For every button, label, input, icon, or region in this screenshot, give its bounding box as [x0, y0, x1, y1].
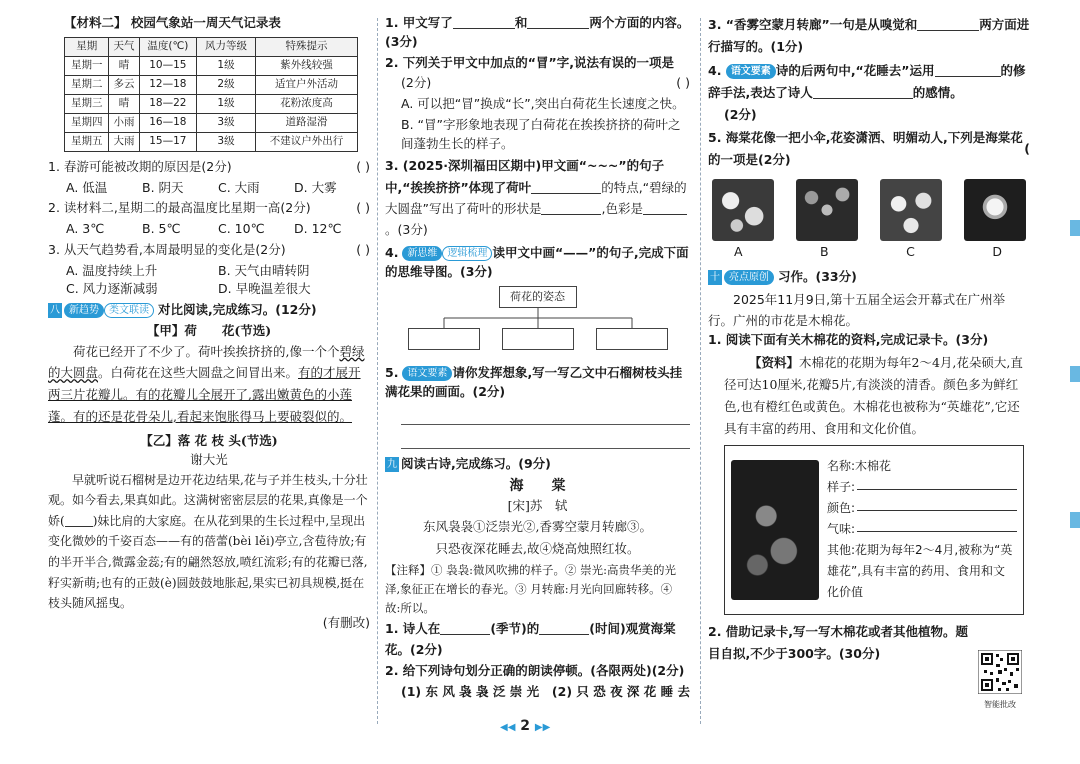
- table-cell: 12—18: [139, 75, 197, 94]
- answer-paren[interactable]: ( ): [676, 75, 690, 91]
- material-title: 【材料二】 校园气象站一周天气记录表: [64, 15, 281, 30]
- photo-label: D: [992, 244, 1002, 260]
- blank[interactable]: [527, 16, 589, 29]
- blank[interactable]: [440, 622, 490, 635]
- table-cell: 3级: [197, 113, 256, 132]
- option[interactable]: A. 低温: [66, 179, 108, 195]
- poem-notes: 【注释】① 袅袅:微风吹拂的样子。② 崇光:高贵华美的光泽,象征正在增长的春光。③ 月转廊:月光向回廊转移。④ 故:所以。: [385, 562, 677, 615]
- mind-map-leaf[interactable]: [408, 328, 480, 350]
- table-cell: 18—22: [139, 94, 197, 113]
- flower-photo-d[interactable]: [964, 179, 1026, 241]
- card-shape-blank[interactable]: [857, 477, 1017, 490]
- text: 的特点,“碧绿的大圆盘”写出了荷叶的形状是: [385, 179, 687, 216]
- table-cell: 星期四: [65, 113, 109, 132]
- text: 的修辞手法,表达了诗人: [708, 62, 1026, 100]
- table-cell: 晴: [109, 56, 139, 75]
- score: (2分): [401, 75, 432, 91]
- table-header: 星期: [65, 37, 109, 56]
- option[interactable]: A. 温度持续上升: [66, 262, 158, 278]
- mind-map-root: 荷花的姿态: [499, 286, 577, 308]
- question-3: 3. 从天气趋势看,本周最明显的变化是(2分): [48, 241, 286, 257]
- blank[interactable]: [813, 86, 913, 99]
- option[interactable]: D. 大雾: [294, 179, 337, 195]
- section-title: 习作。(33分): [777, 268, 857, 284]
- options: [48, 179, 370, 198]
- column-1: [48, 14, 370, 633]
- poem-line: 只恐夜深花睡去,故④烧高烛照红妆。: [435, 541, 640, 557]
- question-1: 1. 春游可能被改期的原因是(2分): [48, 158, 232, 174]
- table-cell: 花粉浓度高: [255, 94, 357, 113]
- table-cell: 大雨: [109, 132, 139, 151]
- passage-yi: [48, 470, 370, 614]
- poem-question-2: 2. 给下列诗句划分正确的朗读停顿。(各限两处)(2分): [385, 663, 685, 679]
- card-smell-label: 气味:: [827, 522, 856, 537]
- section-number: 十: [710, 271, 720, 283]
- blank[interactable]: [935, 64, 1001, 77]
- section-8-header: [48, 301, 370, 320]
- blank[interactable]: [917, 18, 979, 31]
- text: (时间)观赏海棠花。(2分): [385, 620, 676, 657]
- edge-tab: [1070, 220, 1080, 236]
- intro-text: 2025年11月9日,第十五届全运会开幕式在广州举行。广州的市花是木棉花。: [708, 291, 1006, 328]
- table-header: 温度(℃): [139, 37, 197, 56]
- table-cell: 道路湿滑: [255, 113, 357, 132]
- section-number: 八: [50, 305, 60, 316]
- wavy-underline-text: 碧绿的大圆盘: [48, 343, 365, 381]
- option[interactable]: C. 大雨: [218, 179, 260, 195]
- table-row: [65, 94, 358, 113]
- question-2: 2. 读材料二,星期二的最高温度比星期一高(2分): [48, 200, 311, 216]
- question-2: 2. 下列关于甲文中加点的“冒”字,说法有误的一项是: [385, 54, 674, 70]
- poem-title: 海 棠: [509, 478, 566, 494]
- option[interactable]: C. 风力逐渐减弱: [66, 281, 158, 297]
- flower-photo-a[interactable]: [712, 179, 774, 241]
- option-a: A. 可以把“冒”换成“长”,突出白荷花生长速度之快。: [401, 96, 685, 111]
- table-header: 风力等级: [197, 37, 256, 56]
- passage-yi-title: 【乙】落 花 枝 头(节选): [140, 433, 278, 448]
- table-cell: 小雨: [109, 113, 139, 132]
- table-cell: 紫外线较强: [255, 56, 357, 75]
- photo-label: A: [734, 244, 743, 260]
- score: (2分): [724, 106, 757, 122]
- table-cell: 星期二: [65, 75, 109, 94]
- answer-paren[interactable]: ( ): [356, 158, 370, 174]
- options: [48, 220, 370, 239]
- photo-label: C: [906, 244, 915, 260]
- option[interactable]: C. 10℃: [218, 221, 265, 236]
- photo-label: B: [820, 244, 829, 260]
- table-cell: 星期五: [65, 132, 109, 151]
- flower-photo-c[interactable]: [880, 179, 942, 241]
- text: 两方面进行描写的。(1分): [708, 17, 1030, 54]
- passage-yi-author: 谢大光: [190, 451, 228, 467]
- blank[interactable]: [65, 514, 93, 527]
- logic-tag: 逻辑梳理: [442, 246, 492, 261]
- card-name: 名称:木棉花: [827, 459, 892, 474]
- blank[interactable]: [453, 16, 515, 29]
- passage-text: 荷花已经开了不少了。荷叶挨挨挤挤的,像一个个: [73, 343, 340, 359]
- page-number-text: 2: [520, 718, 531, 734]
- underlined-text: 有的才展开两三片花瓣儿。有的花瓣儿全展开了,露出嫩黄色的小莲蓬。有的还是花骨朵儿,看起来饱胀得马上要破裂似的。: [48, 365, 361, 425]
- blank[interactable]: [541, 202, 601, 215]
- table-cell: 1级: [197, 56, 256, 75]
- table-cell: 晴: [109, 94, 139, 113]
- section-10-header: [708, 268, 1030, 287]
- edge-tab: [1070, 512, 1080, 528]
- kapok-photo: [731, 460, 819, 600]
- pause-line[interactable]: (1) 东 风 袅 袅 泛 崇 光: [401, 683, 540, 699]
- qr-code[interactable]: [978, 650, 1022, 709]
- poem-question-4: 诗的后两句中,“花睡去”运用: [775, 62, 935, 78]
- table-cell: 10—15: [139, 56, 197, 75]
- page-number: [500, 716, 550, 737]
- table-cell: 1级: [197, 94, 256, 113]
- option[interactable]: B. 天气由晴转阴: [218, 262, 310, 278]
- record-card: [724, 445, 1024, 615]
- mind-map: [408, 286, 668, 356]
- text: 的感情。: [912, 84, 963, 100]
- qr-code-icon: [978, 650, 1022, 694]
- table-cell: 不建议户外出行: [255, 132, 357, 151]
- options: [48, 262, 370, 300]
- language-tag: 语文要素: [402, 366, 452, 381]
- question-4: 读甲文中画“——”的句子,完成下面的思维导图。(3分): [385, 245, 689, 279]
- resource-body: 木棉花的花期为每年2～4月,花朵硕大,直径可达10厘米,花瓣5片,有淡淡的清香。颜色多为鲜红色,也有橙红色或黄色。木棉花也被称为“英雄花”,它还具有丰富的药用、食用和文化价值。: [724, 354, 1023, 436]
- table-cell: 15—17: [139, 132, 197, 151]
- option[interactable]: D. 12℃: [294, 221, 342, 236]
- table-row: [65, 132, 358, 151]
- answer-paren[interactable]: ( ): [356, 241, 370, 257]
- option[interactable]: D. 早晚温差很大: [218, 281, 311, 297]
- section-title: 对比阅读,完成练习。(12分): [157, 302, 317, 317]
- passage-text: )妹比肩的大家庭。在从花到果的生长过程中,呈现出变化微妙的千姿百态——有的蓓蕾(bèi lěi)亭立,含苞待放;有的半开半合,微露金蕊;有的翩然怒放,喷红流彩;有的花瓣已落,籽实新萌;也有的正鼓(è)圆鼓鼓地胀起,果实已初具规模,挺在枝头随风摇曳。: [48, 513, 368, 611]
- option[interactable]: A. 3℃: [66, 221, 105, 236]
- text: ,色彩是: [601, 200, 643, 216]
- table-cell: 星期一: [65, 56, 109, 75]
- answer-line[interactable]: [401, 403, 690, 425]
- text: 和: [514, 15, 528, 30]
- text: 。(3分): [385, 222, 428, 237]
- passage-jia: [48, 341, 370, 429]
- poem-line: 东风袅袅①泛崇光②,香雾空蒙月转廊③。: [423, 518, 652, 534]
- column-3: 3. “香雾空蒙月转廊”一句是从嗅觉和 两方面进行描写的。(1分) 4. 语文要素 诗的后两句中,“花睡去”运用 的修辞手法,表达了诗人 的感情。 (2分) 5. 海棠花像一把小伞,花姿潇洒、明媚动人,下列是海棠花的一项是(2分) ( A B C D 十 亮点原创 习作。(33分) 2025年11月9日,第十五届全运会开幕式在广州举行。广州的市花是木棉花。 1. 阅读下面有关木棉花的资料,完成记录卡。(3分) 【资料】木棉花的花期为每年2～4月,花朵硕大,直径可达10厘米,花瓣5片,有淡淡的清香。颜色多为鲜红色,也有橙红色或黄色。木棉花也被称为“英雄花”,它还具有丰富的药用、食用和文化价值。 名称:木棉花 样子: 颜色: 气味: 其他:花期为每年2～4月,被称为“英雄花”,具有丰富的药用、食用和文化价值 2. 借助记录卡,写一写木棉花或者其他植物。题目自拟,不少于300字。(30分): [708, 14, 1030, 667]
- type-tag: 类文联读: [104, 303, 154, 318]
- section-9-header: [385, 455, 690, 474]
- blank[interactable]: [539, 622, 589, 635]
- mind-map-leaf[interactable]: [502, 328, 574, 350]
- question-1: 1. 甲文写了: [385, 15, 453, 30]
- option[interactable]: B. 5℃: [142, 221, 181, 236]
- poem-question-5: 5. 海棠花像一把小伞,花姿潇洒、明媚动人,下列是海棠花的一项是(2分): [708, 130, 1023, 168]
- table-row: [65, 75, 358, 94]
- edge-tab: [1070, 366, 1080, 382]
- answer-line[interactable]: [401, 427, 690, 449]
- poem-question-3: 3. “香雾空蒙月转廊”一句是从嗅觉和: [708, 17, 918, 32]
- column-divider: [700, 18, 701, 724]
- trend-tag: 新趋势: [64, 303, 104, 318]
- table-row: [65, 56, 358, 75]
- table-cell: 2级: [197, 75, 256, 94]
- table-cell: 多云: [109, 75, 139, 94]
- section-title: 阅读古诗,完成练习。(9分): [401, 456, 551, 472]
- table-cell: 3级: [197, 132, 256, 151]
- thinking-tag: 新思维: [402, 246, 442, 261]
- mind-map-leaf[interactable]: [596, 328, 668, 350]
- weather-table: [64, 37, 358, 152]
- passage-text: 。白荷花在这些大圆盘之间冒出来。: [98, 365, 299, 381]
- answer-paren[interactable]: ( ): [356, 200, 370, 216]
- prev-page-icon[interactable]: ◀◀: [500, 722, 516, 733]
- section-number: 九: [387, 459, 397, 471]
- text: (季节)的: [490, 620, 540, 636]
- qr-label: 智能批改: [984, 699, 1016, 709]
- option-b: B. “冒”字形象地表现了白荷花在挨挨挤挤的荷叶之间蓬勃生长的样子。: [401, 116, 681, 151]
- photo-labels: [708, 243, 1030, 262]
- column-2: 1. 甲文写了 和 两个方面的内容。(3分) 2. 下列关于甲文中加点的“冒”字,说法有误的一项是 (2分) ( ) A. 可以把“冒”换成“长”,突出白荷花生长速度之快。 B. “冒”字形象地表现了白荷花在挨挨挤挤的荷叶之间蓬勃生长的样子。 3. (2025·深圳福田区期中)甲文画“~~~”的句子中,“挨挨挤挤”体现了荷叶 的特点,“碧绿的大圆盘”写出了荷叶的形状是 ,色彩是。(3分) 4. 新思维 逻辑梳理 读甲文中画“——”的句子,完成下面的思维导图。(3分) 荷花的姿态 5. 语文要素 请你发挥想象,写一写乙文中石榴树枝头挂满花果的画面。(2分) 九 阅读古诗,完成练习。(9分) 海 棠 [宋]苏 轼 东风袅袅①泛崇光②,香雾空蒙月转廊③。 只恐夜深花睡去,故④烧高烛照红妆。 【注释】① 袅袅:微风吹拂的样子。② 崇光:高贵华美的光泽,象征正在增长的春光。③ 月转廊:月光向回廊转移。④ 故:所以。 1. 诗人在 (季节)的 (时间)观赏海棠花。(2分) 2. 给下列诗句划分正确的朗读停顿。(各限两处)(2分) (1) 东 风 袅 袅 泛 崇 光 (2) 只 恐 夜 深 花 睡 去: [385, 14, 690, 704]
- option[interactable]: B. 阴天: [142, 179, 184, 195]
- original-tag: 亮点原创: [724, 270, 774, 285]
- table-header: 特殊提示: [255, 37, 357, 56]
- poem-author: [宋]苏 轼: [507, 498, 568, 513]
- card-color-label: 颜色:: [827, 501, 856, 516]
- card-color-blank[interactable]: [857, 498, 1017, 511]
- resource-text: [708, 352, 1030, 440]
- writing-question-2: 2. 借助记录卡,写一写木棉花或者其他植物。题目自拟,不少于300字。(30分): [708, 624, 969, 662]
- writing-question-1: 1. 阅读下面有关木棉花的资料,完成记录卡。(3分): [708, 332, 989, 348]
- text: 两个方面的内容。(3分): [385, 15, 690, 49]
- table-header: 天气: [109, 37, 139, 56]
- card-smell-blank[interactable]: [857, 519, 1017, 532]
- card-other: 其他:花期为每年2～4月,被称为“英雄花”,具有丰富的药用、食用和文化价值: [827, 543, 1013, 600]
- table-cell: 适宜户外活动: [255, 75, 357, 94]
- question-5: 请你发挥想象,写一写乙文中石榴树枝头挂满花果的画面。(2分): [385, 364, 683, 399]
- table-row: [65, 113, 358, 132]
- resource-label: 【资料】: [749, 354, 800, 370]
- next-page-icon[interactable]: ▶▶: [534, 722, 551, 733]
- card-shape-label: 样子:: [827, 480, 856, 495]
- language-tag: 语文要素: [726, 64, 776, 79]
- passage-text: 早就听说石榴树是边开花边结果,花与子并生枝头,十分壮观。如今看去,果真如此。这满树密密层层的花果,真像是一个娇(: [48, 472, 368, 528]
- table-cell: 16—18: [139, 113, 197, 132]
- pause-line[interactable]: (2) 只 恐 夜 深 花 睡 去: [551, 683, 690, 699]
- flower-photo-b[interactable]: [796, 179, 858, 241]
- column-divider: [377, 18, 378, 724]
- passage-jia-title: 【甲】荷 花(节选): [146, 322, 272, 338]
- flower-choices: [708, 179, 1030, 241]
- blank[interactable]: [531, 181, 601, 194]
- question-3: 3. (2025·深圳福田区期中)甲文画“~~~”的句子中,“挨挨挤挤”体现了荷叶: [385, 158, 665, 195]
- answer-paren[interactable]: (: [1024, 141, 1030, 157]
- abridged-note: (有删改): [322, 614, 370, 630]
- poem-question-1: 1. 诗人在: [385, 620, 441, 636]
- table-cell: 星期三: [65, 94, 109, 113]
- blank[interactable]: [643, 202, 687, 215]
